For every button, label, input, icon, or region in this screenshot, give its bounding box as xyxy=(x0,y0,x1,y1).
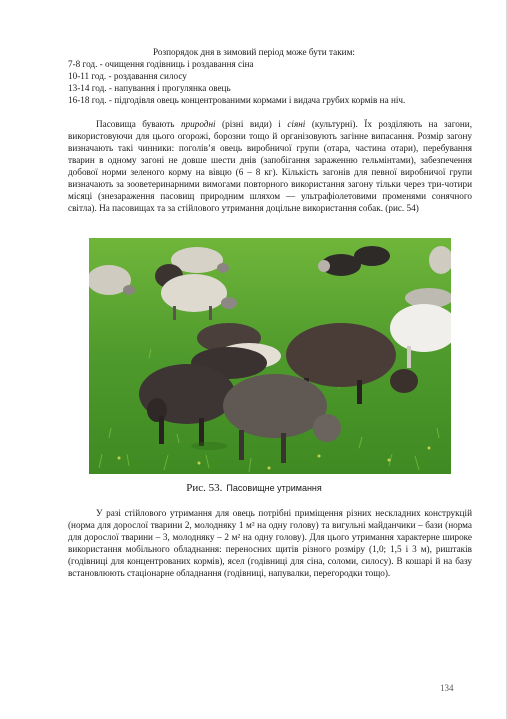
schedule-item: 13-14 год. - напування і прогулянка овець xyxy=(68,83,231,93)
schedule-item: 10-11 год. - роздавання силосу xyxy=(68,71,187,81)
para-text: Пасовища бувають xyxy=(96,119,181,129)
figure-caption-text: Пасовищне утримання xyxy=(226,483,322,493)
para-text: (різні види) і xyxy=(215,119,288,129)
pasture-paragraph xyxy=(68,118,472,214)
term-natural: природні xyxy=(180,119,216,129)
schedule-heading: Розпорядок дня в зимовий період може бути таким: xyxy=(153,47,355,57)
term-sown: сіяні xyxy=(287,119,306,129)
para-text: (культурні). Їх розділяють на загони, використовуючи для цього огорожі, борозни тощо й організовують загінне випасання. Розмір загону визначають такі чинники: поголів’я овець виробничої групи (отара, частина отари), перебування тварин в одному загоні не довше шести днів (запобігання зараженню гельмінтами), забезпечення добової норми зеленого корму на вівцю (6 – 8 кг). Кількість загонів для певної виробничої групи визначають за зооветеринарними вимогами повторного використання загону тільки через три-чотири місяці (знезараження пасовищ природним шляхом — ультрафіолетовими променями сонячного світла). На пасовищах та за стійлового утримання доцільне використання собак. (рис. 54) xyxy=(68,119,473,213)
schedule-item: 7-8 год. - очищення годівниць і роздавання сіна xyxy=(68,59,254,69)
page-number: 134 xyxy=(440,683,454,693)
schedule-item: 16-18 год. - підгодівля овець концентрованими кормами і видача грубих кормів на ніч. xyxy=(68,95,406,105)
figure-caption xyxy=(0,478,508,496)
sheep-pasture-photo xyxy=(89,238,451,474)
sheep-pasture-illustration xyxy=(89,238,451,474)
para-text: У разі стійлового утримання для овець потрібні приміщення різних нескладних конструкцій (норма для дорослої тварини 2, молодняку 1 м² на одну голову) та вигульні майданчики – бази (норма для дорослої тварини – 3, молодняку – 2 м² на одну голову). Для цього утримання характерне широке використання мобільного обладнання: переносних щитів різного розміру (1,0; 1,5 і 3 м), риштаків (годівниці для концентрованих кормів), ясел (годівниці для сіна, соломи, силосу). В кошарі й на базу встановлюють стаціонарне обладнання (годівниці, напувалки, перегородки тощо). xyxy=(68,508,472,578)
figure-number: Рис. 53. xyxy=(186,482,223,494)
stall-paragraph xyxy=(68,507,472,579)
